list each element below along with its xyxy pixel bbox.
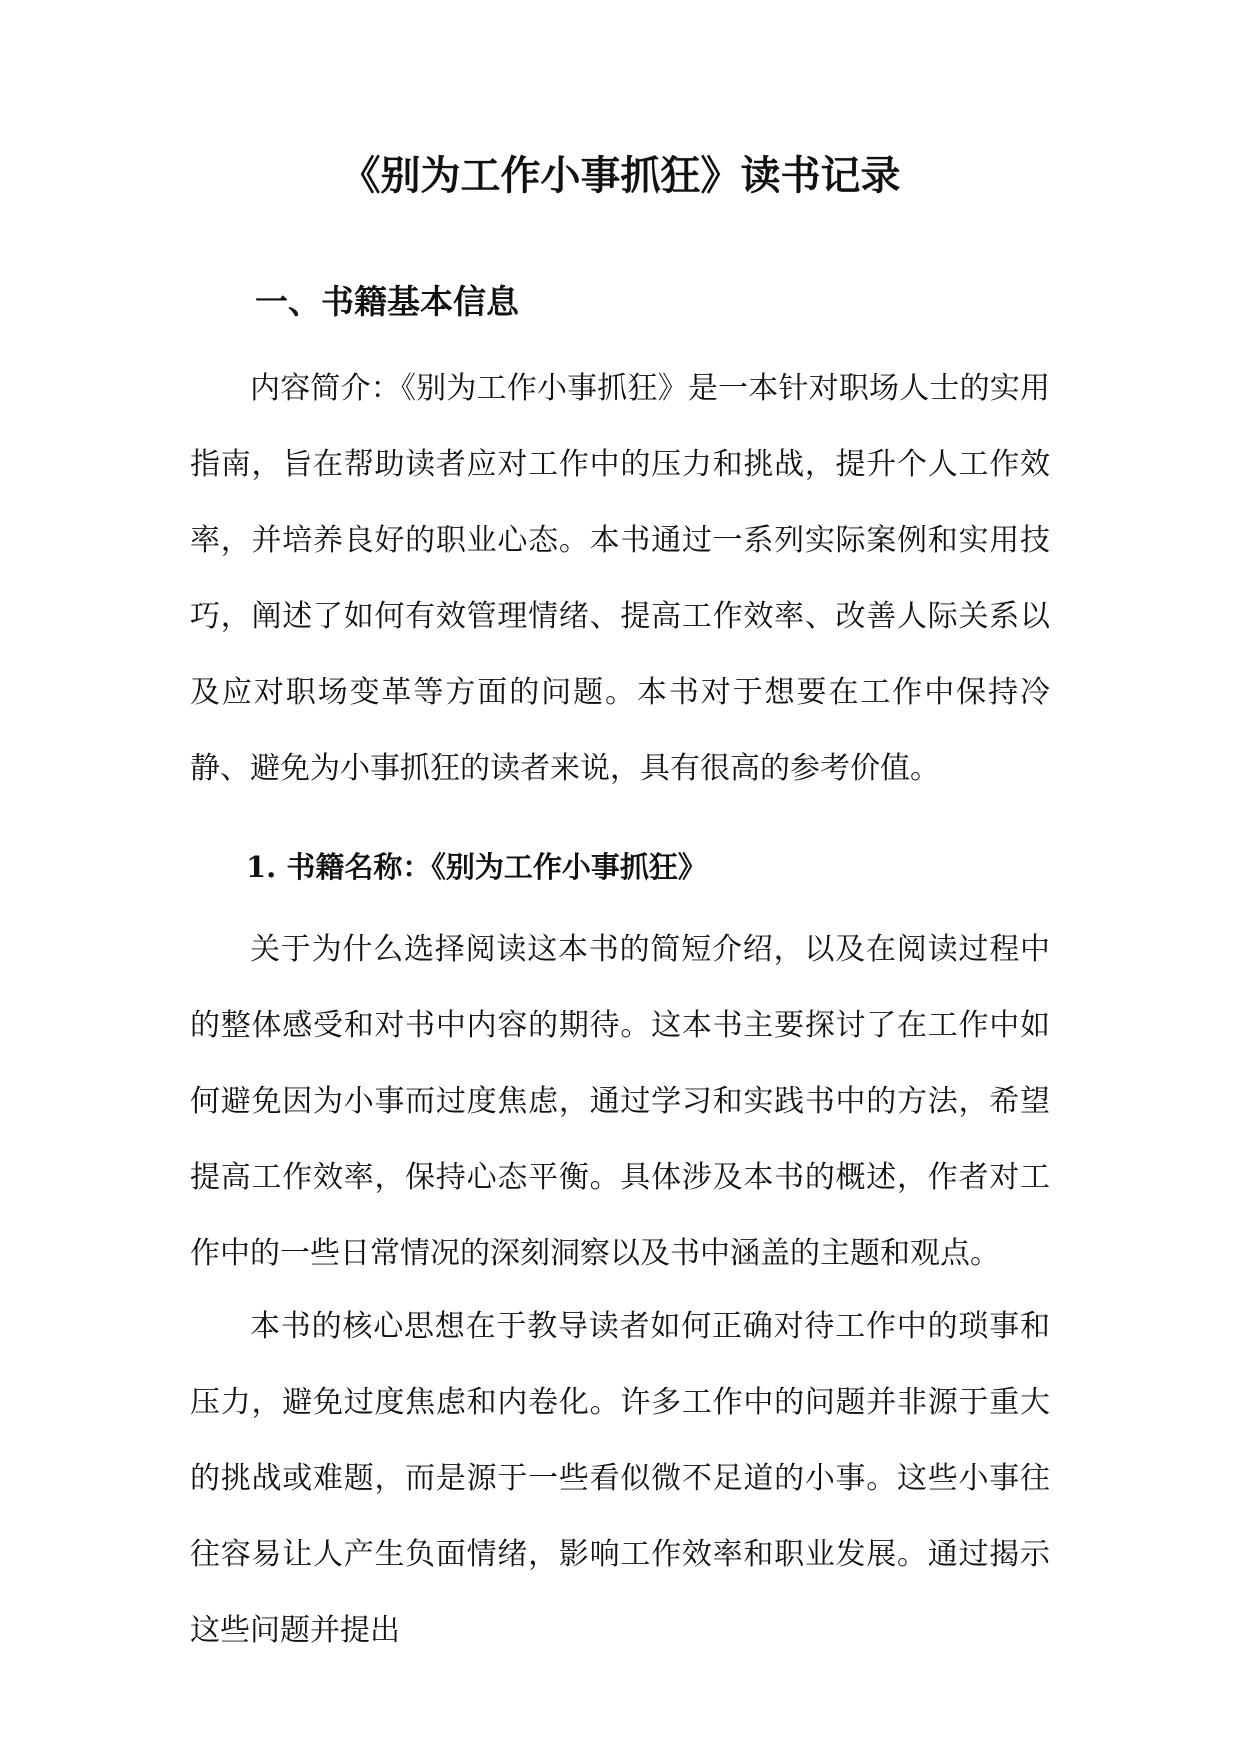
reading-reason-paragraph: 关于为什么选择阅读这本书的简短介绍，以及在阅读过程中的整体感受和对书中内容的期待。这本书主要探讨了在工作中如何避免因为小事而过度焦虑，通过学习和实践书中的方法，希望提高工作效率，保持心态平衡。具体涉及本书的概述，作者对工作中的一些日常情况的深刻洞察以及书中涵盖的主题和观点。 bbox=[190, 932, 1050, 1271]
document-title: 《别为工作小事抓狂》读书记录 bbox=[340, 152, 901, 199]
section-heading-basic-info: 一、书籍基本信息 bbox=[255, 282, 519, 321]
core-idea-paragraph: 本书的核心思想在于教导读者如何正确对待工作中的琐事和压力，避免过度焦虑和内卷化。许多工作中的问题并非源于重大的挑战或难题，而是源于一些看似微不足道的小事。这些小事往往容易让人产生负面情绪，影响工作效率和职业发展。通过揭示这些问题并提出 bbox=[190, 1309, 1050, 1648]
intro-paragraph: 内容简介：《别为工作小事抓狂》是一本针对职场人士的实用指南，旨在帮助读者应对工作中的压力和挑战，提升个人工作效率，并培养良好的职业心态。本书通过一系列实际案例和实用技巧，阐述了如何有效管理情绪、提高工作效率、改善人际关系以及应对职场变革等方面的问题。本书对于想要在工作中保持冷静、避免为小事抓狂的读者来说，具有很高的参考价值。 bbox=[190, 371, 1050, 786]
subsection-heading-book-name: 1. 书籍名称：《别为工作小事抓狂》 bbox=[246, 850, 707, 884]
